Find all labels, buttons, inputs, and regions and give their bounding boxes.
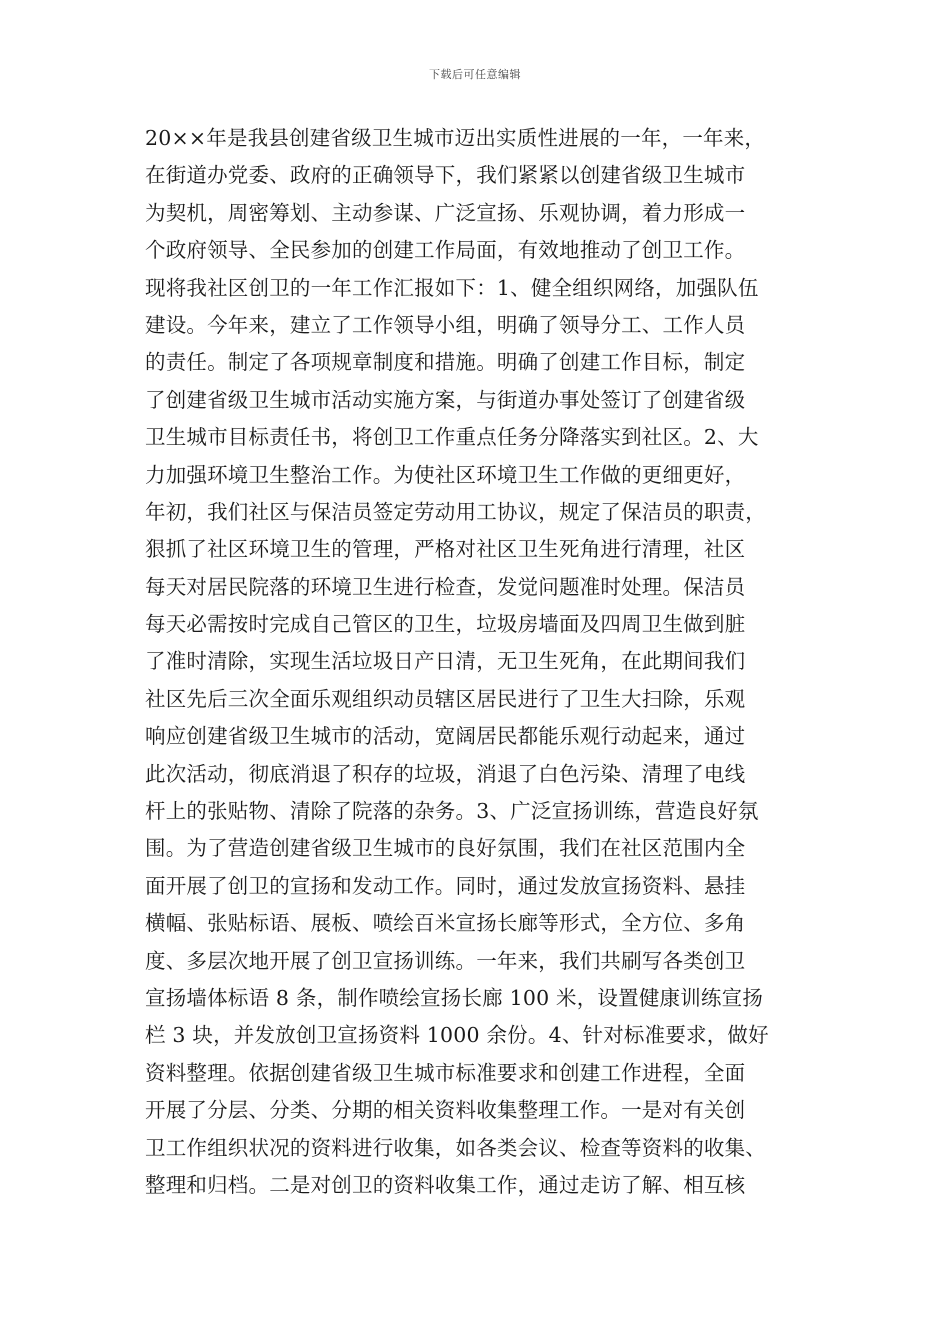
document-body <box>145 120 810 1204</box>
text-line: 力加强环境卫生整治工作。为使社区环境卫生工作做的更细更好， <box>145 462 746 487</box>
text-line: 年初，我们社区与保洁员签定劳动用工协议，规定了保洁员的职责， <box>145 499 766 524</box>
text-line: 了准时清除，实现生活垃圾日产日清，无卫生死角，在此期间我们 <box>145 649 746 674</box>
text-line: 社区先后三次全面乐观组织动员辖区居民进行了卫生大扫除，乐观 <box>145 686 746 711</box>
text-line: 20××年是我县创建省级卫生城市迈出实质性进展的一年，一年来， <box>145 126 766 150</box>
text-line: 资料整理。依据创建省级卫生城市标准要求和创建工作进程，全面 <box>145 1060 746 1085</box>
text-line: 个政府领导、全民参加的创建工作局面，有效地推动了创卫工作。 <box>145 238 746 263</box>
text-line: 此次活动，彻底消退了积存的垃圾，消退了白色污染、清理了电线 <box>145 761 746 786</box>
text-line: 的责任。制定了各项规章制度和措施。明确了创建工作目标，制定 <box>145 350 746 375</box>
text-line: 响应创建省级卫生城市的活动，宽阔居民都能乐观行动起来，通过 <box>145 724 746 749</box>
text-line: 为契机，周密筹划、主动参谋、广泛宣扬、乐观协调，着力形成一 <box>145 200 746 225</box>
text-line: 杆上的张贴物、清除了院落的杂务。3、广泛宣扬训练，营造良好氛 <box>145 799 759 824</box>
text-line: 围。为了营造创建省级卫生城市的良好氛围，我们在社区范围内全 <box>145 836 746 861</box>
text-line: 整理和归档。二是对创卫的资料收集工作，通过走访了解、相互核 <box>145 1172 746 1197</box>
text-line: 开展了分层、分类、分期的相关资料收集整理工作。一是对有关创 <box>145 1098 746 1123</box>
text-line: 每天对居民院落的环境卫生进行检查，发觉问题准时处理。保洁员 <box>145 574 746 599</box>
text-line: 栏 3 块，并发放创卫宣扬资料 1000 余份。4、针对标准要求，做好 <box>145 1023 769 1048</box>
page-header: 下载后可任意编辑 <box>429 68 521 81</box>
text-line: 狠抓了社区环境卫生的管理，严格对社区卫生死角进行清理，社区 <box>145 537 746 562</box>
text-line: 宣扬墙体标语 8 条，制作喷绘宣扬长廊 100 米，设置健康训练宣扬 <box>145 985 764 1010</box>
text-line: 每天必需按时完成自己管区的卫生，垃圾房墙面及四周卫生做到脏 <box>145 612 746 637</box>
text-line: 了创建省级卫生城市活动实施方案，与街道办事处签订了创建省级 <box>145 387 746 412</box>
text-line: 建设。今年来，建立了工作领导小组，明确了领导分工、工作人员 <box>145 312 746 337</box>
text-line: 度、多层次地开展了创卫宣扬训练。一年来，我们共刷写各类创卫 <box>145 948 746 973</box>
text-line: 在街道办党委、政府的正确领导下，我们紧紧以创建省级卫生城市 <box>145 163 746 188</box>
text-line: 横幅、张贴标语、展板、喷绘百米宣扬长廊等形式，全方位、多角 <box>145 911 746 936</box>
text-line: 卫生城市目标责任书，将创卫工作重点任务分降落实到社区。2、大 <box>145 425 759 450</box>
text-line: 卫工作组织状况的资料进行收集，如各类会议、检查等资料的收集、 <box>145 1135 766 1160</box>
text-line: 现将我社区创卫的一年工作汇报如下：1、健全组织网络，加强队伍 <box>145 275 759 300</box>
text-line: 面开展了创卫的宣扬和发动工作。同时，通过发放宣扬资料、悬挂 <box>145 873 746 898</box>
